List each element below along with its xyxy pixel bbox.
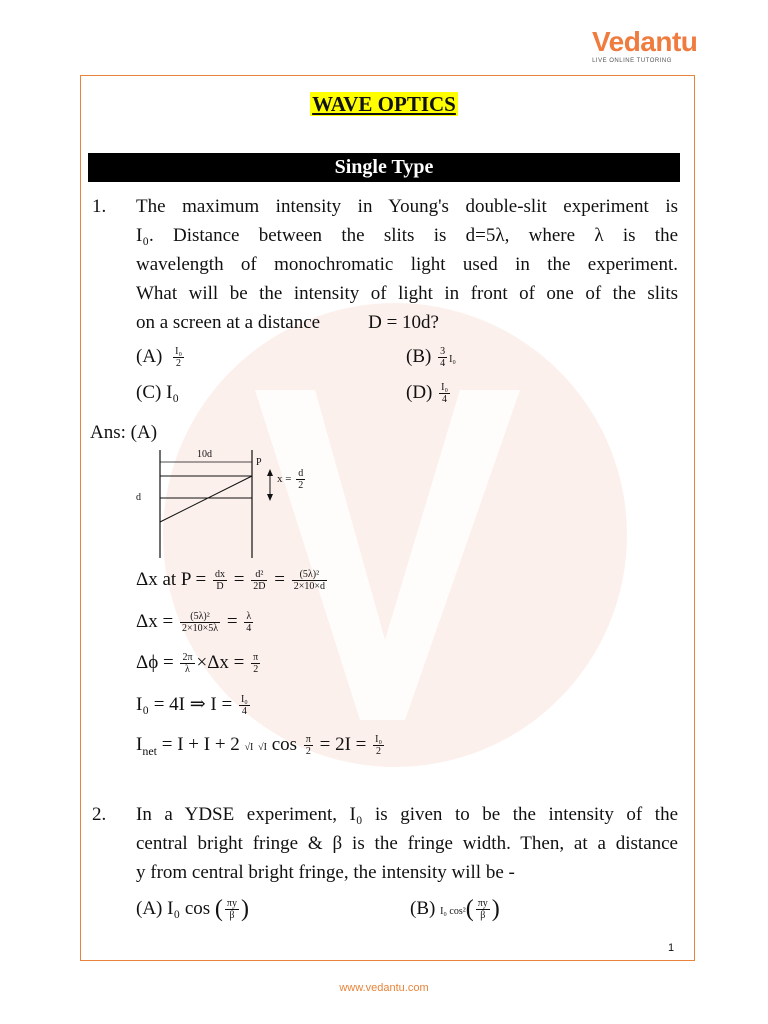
option-a: (A) I₀ cos ( $\frac{\pi y}{\beta}$ ): [136, 896, 249, 923]
distance-label: 10d: [197, 449, 212, 460]
question-text: In a YDSE experiment, I₀ is given to be the intensity of the central bright fringe & β is the fringe width. Then, at a distance y from central bright fringe, the intensity will be -: [136, 804, 678, 883]
question-number: 1.: [92, 196, 107, 217]
ydse-diagram: [130, 448, 330, 563]
option-b: (B) I₀ cos²( $\frac{\pi y}{\beta}$ ): [410, 896, 500, 923]
equation-phase: Δϕ = $\frac{2\pi}{\lambda}$ ×Δx = $\frac{\pi}{2}$: [136, 652, 259, 676]
x-label: x = $\frac{d}{2}$: [277, 468, 304, 491]
answer: Ans: (A): [90, 422, 158, 443]
option-d: (D) $\frac{\text{I₀}}{4}$: [406, 382, 448, 406]
equation-net-intensity: $I_{net} = I + I + 2$ √I √I cos $\frac{\pi}{2}$ = 2I = $\frac{\text{I₀}}{2}$: [136, 734, 382, 758]
page-number: 1: [668, 942, 675, 954]
vedantu-logo: Vedantu LIVE ONLINE TUTORING: [592, 26, 698, 64]
point-label: P: [256, 457, 262, 468]
footer-url[interactable]: www.vedantu.com: [339, 982, 429, 994]
question-number: 2.: [92, 804, 107, 825]
equation-path-difference: Δx at P = $\frac{dx}{D}$ = $\frac{\text{d²}}{2D}$ = $\frac{\text{(5λ)²}}{2\times 10\times d}$: [136, 569, 325, 593]
question-text: The maximum intensity in Young's double-slit experiment is I₀. Distance between the slits is d=5λ, where λ is the wavelength of monochromatic light used in the experiment. What will be the intensity of light in front of one of the slits on a screen at a distance D = 10d?: [136, 196, 678, 333]
page-title: WAVE OPTICS: [312, 92, 456, 116]
option-a: (A) $\frac{\text{I₀}}{2}$: [136, 346, 182, 370]
option-b: (B) $\frac{3}{4}$ I₀: [406, 346, 456, 370]
section-header: Single Type: [88, 153, 680, 182]
option-c: (C) I₀: [136, 382, 180, 403]
equation-intensity: I₀ = 4I ⇒ I = $\frac{\text{I₀}}{4}$: [136, 694, 248, 718]
slit-separation-label: d: [136, 492, 141, 503]
equation-delta-x: Δx = $\frac{\text{(5λ)²}}{2\times 10\times 5\lambda}$ = $\frac{\lambda}{4}$: [136, 611, 252, 635]
